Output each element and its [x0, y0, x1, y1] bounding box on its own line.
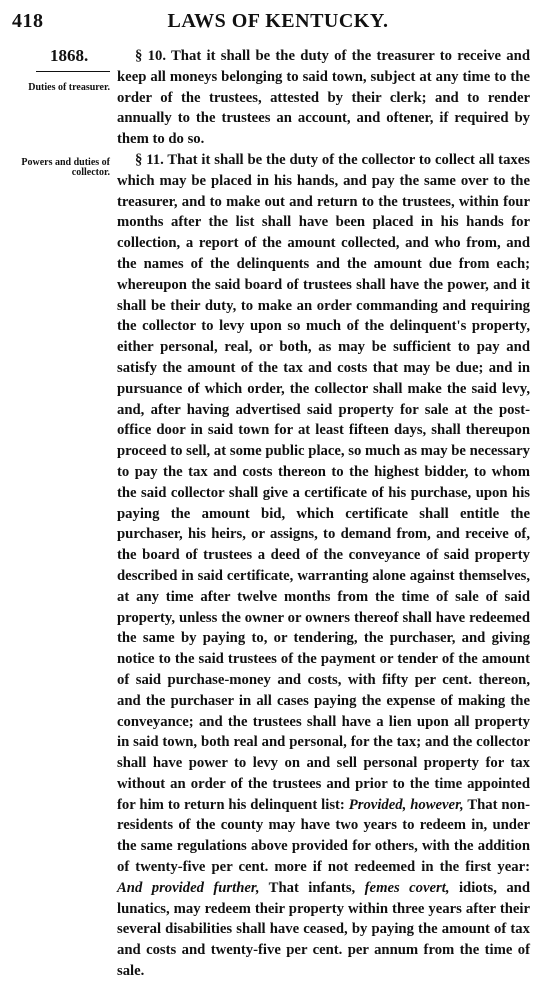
- section-11-part-3: That infants,: [259, 879, 356, 896]
- year-label: 1868.: [50, 46, 89, 65]
- section-11-part-2: That non-residents of the county may have two years to redeem in, under the same regulations above provided for others, with the addition of twenty-five per cent. more if not redeemed in the first year:: [117, 796, 531, 876]
- proviso-however: Provided, however,: [348, 796, 464, 813]
- running-head: LAWS OF KENTUCKY.: [167, 10, 389, 32]
- section-11-part-1: § 11. That it shall be the duty of the collector to collect all taxes which may be placed in his hands, and pay the same over to the treasurer, and to make out and return to the trustees, within four months after the list shall have been placed in his hands for collection, a report of the amount collected, and who from, and the names of the delinquents and the amount due from each; whereupon the said board of trustees shall have the power, and it shall be their duty, to make an order commanding and requiring the collector to levy upon so much of the delinquent's property, either personal, real, or both, as may be sufficient to pay and satisfy the amount of the tax and costs that may be due; and in pursuance of which order, the collector shall make the said levy, and, after having advertised said property for sale at the post-office door in said town for at least fifteen days, shall thereupon proceed to sell, at some public place, so much as may be necessary to pay the tax and costs thereon to the highest bidder, to whom the said collector shall give a certificate of his purchase, upon his paying the amount bid, which certificate shall entitle the purchaser, his heirs, or assigns, to demand from, and receive of, the board of trustees a deed of the conveyance of said property described in said certificate, warranting alone against themselves, at any time after twelve months from the time of sale of said property, unless the owner or owners thereof shall have redeemed the same by paying to, or tendering, the purchaser, and giving notice to the said trustees of the payment or tender of the amount of said purchase-money and costs, with fifty per cent. thereon, and the purchaser in all cases paying the expense of making the conveyance; and the trustees shall have a lien upon all property in said town, both real and personal, for the tax; and the collector shall have power to levy on and sell personal property for tax without an order of the trustees and prior to the time appointed for him to return his delinquent list:: [117, 151, 530, 813]
- section-11-part-4: idiots, and lunatics, may redeem their property within three years after their several disabilities shall have ceased, by paying the amount of tax and costs and twenty-five per cent. per annum from the time of sale.: [117, 879, 531, 980]
- section-10: § 10. That it shall be the duty of the treasurer to receive and keep all moneys belonging to said town, subject at any time to the order of the trustees, attested by their clerk; and to render annually to the trustees an account, and oftener, if required by them to do so.: [117, 48, 530, 148]
- year-rule: [36, 71, 110, 72]
- proviso-further: And provided further,: [117, 879, 260, 896]
- margin-note-treasurer: Duties of treasurer.: [28, 82, 110, 93]
- section-11: [117, 150, 530, 982]
- page-header: [8, 10, 548, 34]
- margin-note-collector: Powers and duties of collector.: [21, 157, 110, 178]
- body-text: [117, 46, 530, 982]
- page-number: 418: [12, 10, 44, 32]
- femes-covert: femes covert,: [364, 879, 450, 896]
